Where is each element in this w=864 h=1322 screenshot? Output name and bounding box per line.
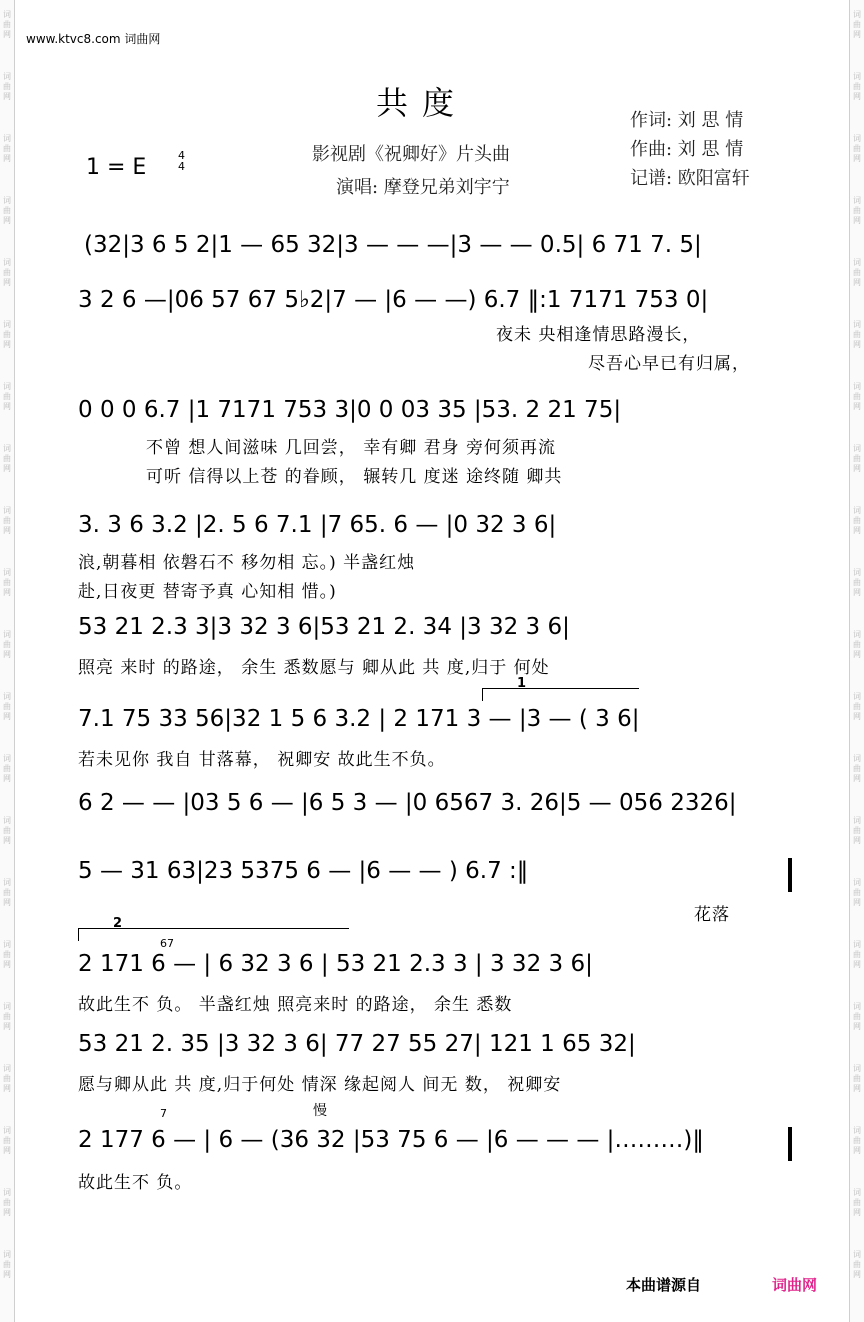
- notation-line-8: 5 — 31 63|23 5375 6 — |6 — — ) 6.7 :‖: [78, 858, 529, 884]
- lyric-line-3a: 浪,朝暮相 依磐石不 移勿相 忘。) 半盏红烛: [78, 553, 416, 573]
- second-ending-bracket: [78, 916, 349, 941]
- grace-note-7: 7: [160, 1107, 167, 1120]
- side-watermark-text: 词 曲 网: [3, 816, 11, 845]
- notation-line-2: 3 2 6 —|06 57 67 5♭2|7 — |6 — —) 6.7 ‖:1 7171 753 0|: [78, 287, 709, 313]
- side-watermark-text: 词 曲 网: [3, 258, 11, 287]
- lyric-line-6: 花落: [694, 905, 730, 925]
- song-title: 共度: [376, 84, 469, 122]
- side-watermark-text: 词 曲 网: [853, 816, 861, 845]
- side-watermark-text: 词 曲 网: [853, 1064, 861, 1093]
- volta-1-label: 1: [517, 676, 527, 691]
- final-barline: [788, 1127, 792, 1161]
- singer: 演唱: 摩登兄弟刘宇宁: [336, 177, 510, 198]
- first-ending-bracket: [482, 676, 639, 701]
- side-watermark-text: 词 曲 网: [3, 196, 11, 225]
- side-watermark-text: 词 曲 网: [853, 630, 861, 659]
- side-watermark-text: 词 曲 网: [3, 382, 11, 411]
- tempo-marking: 慢: [313, 1103, 327, 1119]
- notation-line-6: 7.1 75 33 56|32 1 5 6 3.2 | 2 171 3 — |3 — ( 3 6|: [78, 706, 640, 732]
- composer: 作曲: 刘 思 情: [630, 139, 744, 160]
- side-watermark-text: 词 曲 网: [853, 506, 861, 535]
- repeat-end-barline: [788, 858, 792, 892]
- lyric-line-8: 愿与卿从此 共 度,归于何处 情深 缘起阅人 间无 数， 祝卿安: [78, 1075, 562, 1095]
- transcriber: 记谱: 欧阳富轩: [630, 168, 750, 189]
- side-watermark-text: 词 曲 网: [3, 1064, 11, 1093]
- lyric-line-4: 照亮 来时 的路途， 余生 悉数愿与 卿从此 共 度,归于 何处: [78, 658, 550, 678]
- notation-line-10: 53 21 2. 35 |3 32 3 6| 77 27 55 27| 121 1 65 32|: [78, 1031, 636, 1057]
- side-watermark-text: 词 曲 网: [853, 1250, 861, 1279]
- notation-line-4: 3. 3 6 3.2 |2. 5 6 7.1 |7 65. 6 — |0 32 3 6|: [78, 512, 557, 538]
- side-watermark-text: 词 曲 网: [3, 320, 11, 349]
- side-watermark-text: 词 曲 网: [3, 1126, 11, 1155]
- side-watermark-text: 词 曲 网: [853, 320, 861, 349]
- lyric-line-5: 若未见你 我自 甘落幕， 祝卿安 故此生不负。: [78, 750, 446, 770]
- side-watermark-text: 词 曲 网: [3, 1188, 11, 1217]
- time-bottom: 4: [178, 160, 185, 173]
- time-signature: [178, 150, 185, 172]
- side-watermark-text: 词 曲 网: [3, 134, 11, 163]
- side-watermark-text: 词 曲 网: [853, 1188, 861, 1217]
- site-url[interactable]: www.ktvc8.com 词曲网: [26, 32, 161, 46]
- side-watermark-text: 词 曲 网: [3, 444, 11, 473]
- lyric-line-3b: 赴,日夜更 替寄予真 心知相 惜。): [78, 582, 337, 602]
- side-watermark-text: 词 曲 网: [853, 1002, 861, 1031]
- subtitle: 影视剧《祝卿好》片头曲: [312, 144, 510, 165]
- side-watermark-text: 词 曲 网: [853, 568, 861, 597]
- side-watermark-text: 词 曲 网: [853, 10, 861, 39]
- lyric-line-1a: 夜未 央相逢情思路漫长，: [496, 325, 701, 345]
- side-watermark-text: 词 曲 网: [853, 382, 861, 411]
- notation-line-9: 2 171 6 — | 6 32 3 6 | 53 21 2.3 3 | 3 32 3 6|: [78, 951, 593, 977]
- source-label: 本曲谱源自: [626, 1276, 702, 1294]
- side-watermark-text: 词 曲 网: [853, 196, 861, 225]
- lyric-line-2a: 不曾 想人间滋味 几回尝， 幸有卿 君身 旁何须再流: [146, 438, 557, 458]
- side-watermark-text: 词 曲 网: [3, 940, 11, 969]
- side-watermark-text: 词 曲 网: [3, 1250, 11, 1279]
- side-watermark-text: 词 曲 网: [3, 630, 11, 659]
- side-watermark-text: 词 曲 网: [853, 258, 861, 287]
- side-watermark-text: 词 曲 网: [853, 444, 861, 473]
- brand-link[interactable]: 词曲网: [772, 1276, 818, 1294]
- lyricist: 作词: 刘 思 情: [630, 110, 744, 131]
- side-watermark-text: 词 曲 网: [853, 754, 861, 783]
- notation-line-5: 53 21 2.3 3|3 32 3 6|53 21 2. 34 |3 32 3 6|: [78, 614, 570, 640]
- notation-line-1: (32|3 6 5 2|1 — 65 32|3 — — —|3 — — 0.5| 6 71 7. 5|: [84, 232, 702, 258]
- side-watermark-text: 词 曲 网: [853, 1126, 861, 1155]
- notation-line-11: 2 177 6 — | 6 — (36 32 |53 75 6 — |6 — — — |………)‖: [78, 1127, 704, 1153]
- side-watermark-text: 词 曲 网: [3, 568, 11, 597]
- volta-2-label: 2: [113, 916, 123, 931]
- side-watermark-text: 词 曲 网: [853, 72, 861, 101]
- lyric-line-9: 故此生不 负。: [78, 1173, 193, 1193]
- time-top: 4: [178, 149, 185, 162]
- lyric-line-7: 故此生不 负。 半盏红烛 照亮来时 的路途， 余生 悉数: [78, 995, 513, 1015]
- notation-line-7: 6 2 — — |03 5 6 — |6 5 3 — |0 6567 3. 26|5 — 056 2326|: [78, 790, 737, 816]
- side-watermark-text: 词 曲 网: [853, 940, 861, 969]
- side-watermark-text: 词 曲 网: [3, 1002, 11, 1031]
- key-signature: 1 = E: [86, 155, 147, 180]
- right-watermark-strip: [849, 0, 864, 1322]
- side-watermark-text: 词 曲 网: [3, 506, 11, 535]
- side-watermark-text: 词 曲 网: [3, 10, 11, 39]
- side-watermark-text: 词 曲 网: [3, 72, 11, 101]
- side-watermark-text: 词 曲 网: [3, 692, 11, 721]
- left-watermark-strip: [0, 0, 15, 1322]
- side-watermark-text: 词 曲 网: [853, 692, 861, 721]
- side-watermark-text: 词 曲 网: [3, 878, 11, 907]
- side-watermark-text: 词 曲 网: [853, 878, 861, 907]
- notation-line-3: 0 0 0 6.7 |1 7171 753 3|0 0 03 35 |53. 2 21 75|: [78, 397, 622, 423]
- lyric-line-1b: 尽吾心早已有归属，: [588, 354, 750, 374]
- side-watermark-text: 词 曲 网: [3, 754, 11, 783]
- grace-note-67: 67: [160, 937, 174, 950]
- lyric-line-2b: 可听 信得以上苍 的眷顾， 辗转几 度迷 途终随 卿共: [146, 467, 563, 487]
- side-watermark-text: 词 曲 网: [853, 134, 861, 163]
